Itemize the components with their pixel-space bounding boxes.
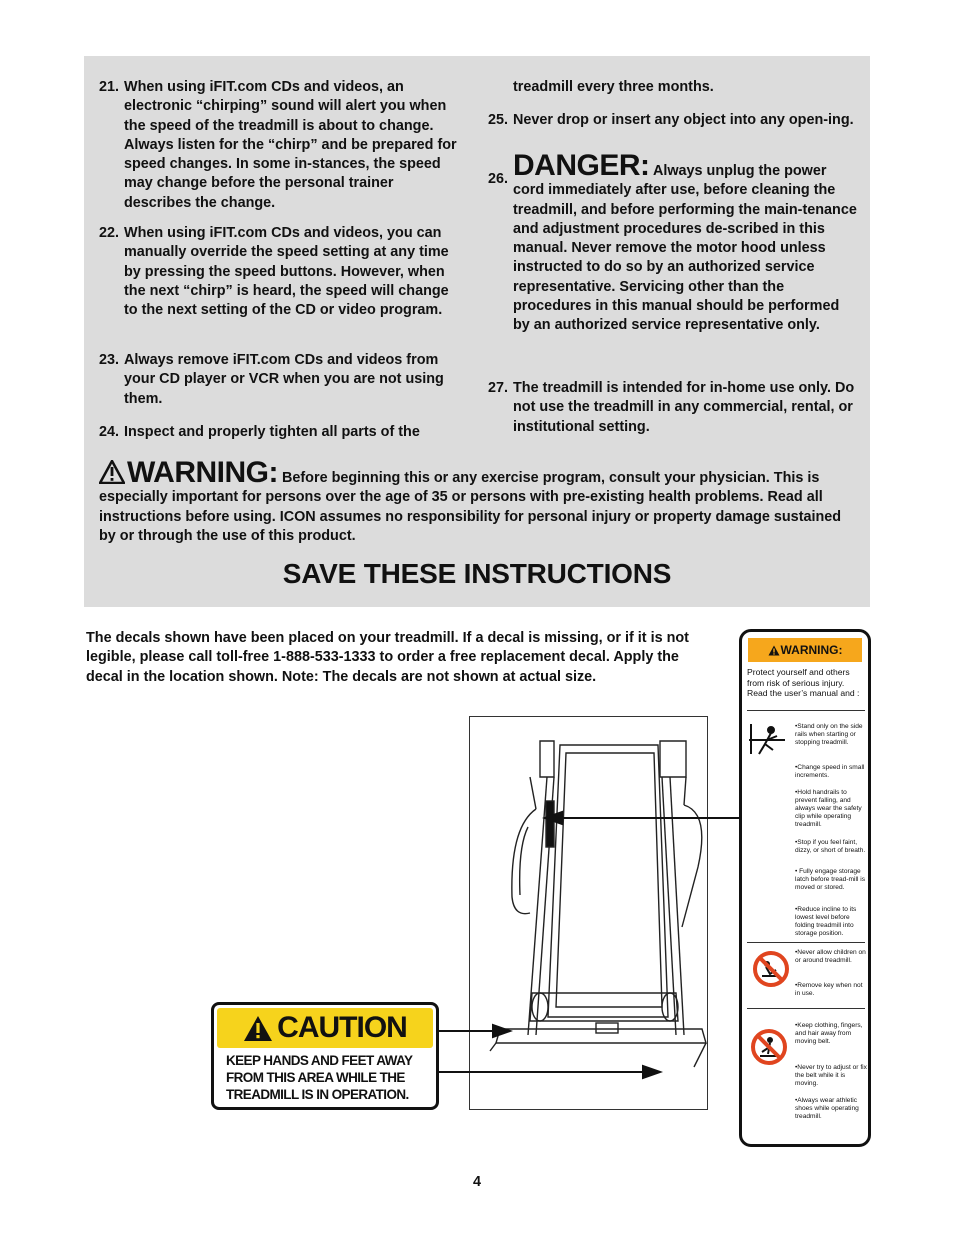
section-divider — [747, 942, 865, 943]
item-number: 26. — [488, 171, 509, 187]
warning-decal — [739, 629, 871, 1147]
no-hands-near-belt-icon — [750, 1028, 788, 1066]
warning-bullet-11: •Always wear athletic shoes while operating treadmill. — [795, 1097, 859, 1120]
section-divider — [747, 1008, 865, 1009]
item-number: 27. — [488, 380, 509, 396]
warning-decal-header — [748, 638, 862, 662]
warning-bullet-1: •Stand only on the side rails when starting or stopping treadmill. — [795, 723, 863, 746]
decals-intro-text: The decals shown have been placed on your treadmill. If a decal is missing, or if it is not legible, please call toll-free 1-888-533-1333 to order a free replacement decal. Apply the decal in the location shown. Note: The decals are not shown at actual size. — [86, 630, 689, 685]
caution-message: KEEP HANDS AND FEET AWAY FROM THIS AREA WHILE THE TREADMILL IS IN OPERATION. — [226, 1053, 413, 1102]
item-text: When using iFIT.com CDs and videos, you can manually override the speed setting at any time by pressing the speed buttons. However, when the next “chirp” is heard, the speed will change to the next setting of the CD or video program. — [124, 225, 449, 319]
item-text: When using iFIT.com CDs and videos, an electronic “chirping” sound will alert you when the speed of the treadmill is about to change. Always listen for the “chirp” and be prepared for speed changes. In some in-stances, the speed may change before the personal trainer describes the change. — [124, 79, 457, 211]
warning-text: Before beginning this or any exercise program, consult your physician. This is especially important for persons over the age of 35 or persons with pre-existing health problems. Read all instructions before using. ICON assumes no responsibility for personal injury or property damage sustained by or through the use of this product. — [99, 470, 842, 544]
save-instructions-title: SAVE THESE INSTRUCTIONS — [282, 558, 672, 589]
item-text: Never drop or insert any object into any open-ing. — [513, 112, 854, 128]
person-on-rails-icon — [747, 720, 787, 760]
warning-bullet-5: • Fully engage storage latch before tread-mill is moved or stored. — [795, 868, 865, 891]
warning-bullet-6: •Reduce incline to its lowest level before folding treadmill into storage position. — [795, 906, 857, 937]
warning-bullet-9: •Keep clothing, fingers, and hair away from moving belt. — [795, 1022, 863, 1045]
warning-decal-title: WARNING: — [780, 643, 843, 657]
item-text: Always remove iFIT.com CDs and videos from your CD player or VCR when you are not using them. — [124, 352, 444, 407]
warning-heading: WARNING: — [127, 456, 278, 489]
section-divider — [747, 710, 865, 711]
caution-header — [217, 1008, 433, 1048]
item-number: 24. — [99, 424, 120, 440]
caution-decal — [211, 1002, 439, 1110]
page-number: 4 — [472, 1174, 481, 1190]
danger-heading: DANGER: — [513, 149, 650, 182]
caution-title: CAUTION — [277, 1011, 407, 1044]
item-number: 21. — [99, 79, 120, 95]
warning-bullet-4: •Stop if you feel faint, dizzy, or short of breath. — [795, 839, 866, 854]
warning-bullet-3: •Hold handrails to prevent falling, and always wear the safety clip while operating treadmill. — [795, 789, 862, 828]
warning-bullet-10: •Never try to adjust or fix the belt while it is moving. — [795, 1064, 867, 1087]
warning-triangle-icon — [768, 645, 780, 656]
item-text: Always unplug the power cord immediately after use, before cleaning the treadmill, and before performing the main-tenance and adjustment procedures de-scribed in this manual. Never remove the motor hood unless instructed to do so by an authorized service representative. Servicing other than the procedures in this manual should be performed by an authorized service representative only. — [513, 163, 857, 334]
item-text: Inspect and properly tighten all parts of the — [124, 424, 420, 440]
item-number: 23. — [99, 352, 120, 368]
item-number: 22. — [99, 225, 120, 241]
item-number: 25. — [488, 112, 509, 128]
item-text: treadmill every three months. — [513, 79, 714, 95]
warning-bullet-8: •Remove key when not in use. — [795, 982, 863, 997]
no-children-icon — [752, 950, 790, 988]
caution-triangle-icon — [243, 1015, 273, 1042]
warning-bullet-2: •Change speed in small increments. — [795, 764, 865, 779]
warning-bullet-7: •Never allow children on or around treadmill. — [795, 949, 866, 964]
warning-decal-intro: Protect yourself and others from risk of serious injury. Read the user’s manual and : — [747, 667, 860, 698]
item-text: The treadmill is intended for in-home use only. Do not use the treadmill in any commercial, rental, or institutional setting. — [513, 380, 855, 435]
